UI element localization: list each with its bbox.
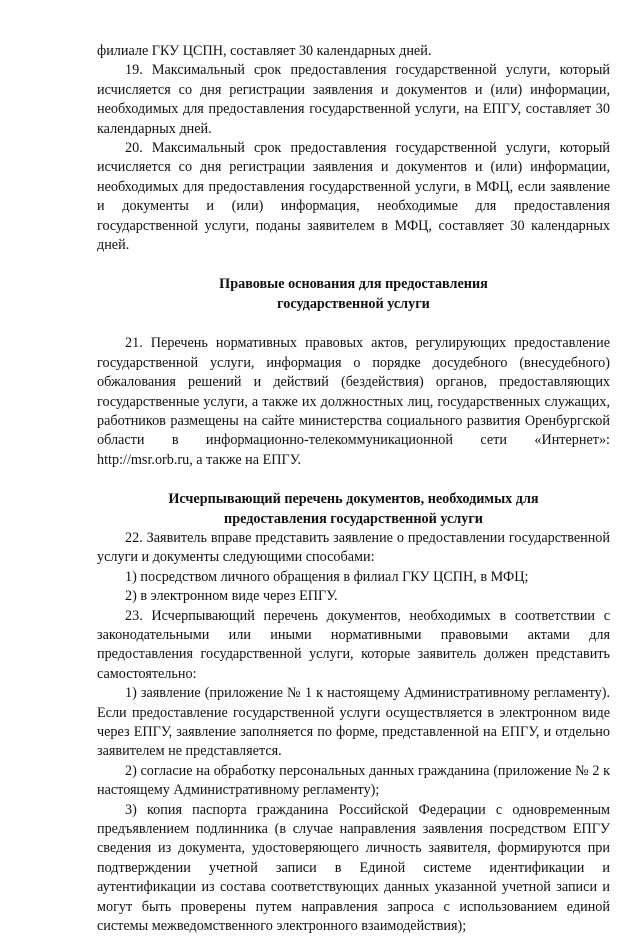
paragraph-23-item-1: 1) заявление (приложение № 1 к настоящему Административному регламенту). Если предоставление государственной услуги осуществляется в электронном виде через ЕПГУ, заявление заполняется по форме, представленной на ЕПГУ, и отдельно заявителем не представляется. bbox=[97, 685, 610, 760]
paragraph-21: 21. Перечень нормативных правовых актов, регулирующих предоставление государственной услуги, информация о порядке досудебного (внесудебного) обжалования решений и действий (бездействия) органов, предоставляющих государственные услуги, а также их должностных лиц, государственных служащих, работников размещены на сайте министерства социального развития Оренбургской области в информационно-телекоммуникационной сети «Интернет»: http://msr.orb.ru, а также на ЕПГУ. bbox=[97, 335, 610, 468]
paragraph-20: 20. Максимальный срок предоставления государственной услуги, который исчисляется со дня регистрации заявления и документов и (или) информации, необходимых для предоставления государственной услуги, в МФЦ, если заявление и документы и (или) информация, необходимые для предоставления государственной услуги, поданы заявителем в МФЦ, составляет 30 календарных дней. bbox=[97, 140, 610, 254]
paragraph-19: 19. Максимальный срок предоставления государственной услуги, который исчисляется со дня регистрации заявления и документов и (или) информации, необходимых для предоставления государственной услуги, на ЕПГУ, составляет 30 календарных дней. bbox=[97, 62, 610, 137]
section-heading-legal-basis: Правовые основания для предоставления государственной услуги bbox=[219, 276, 488, 312]
paragraph-continuation: филиале ГКУ ЦСПН, составляет 30 календарных дней. bbox=[97, 43, 432, 59]
paragraph-23-item-3: 3) копия паспорта гражданина Российской Федерации с одновременным предъявлением подлинника (в случае направления заявления посредством ЕПГУ сведения из документа, удостоверяющего личность заявителя, формируются при подтверждении учетной записи в Единой системе идентификации и аутентификации из состава соответствующих данных указанной учетной записи и могут быть проверены путем направления запроса с использованием единой системы межведомственного электронного взаимодействия); bbox=[97, 801, 610, 935]
paragraph-23: 23. Исчерпывающий перечень документов, необходимых в соответствии с законодательными или иными нормативными правовыми актами для предоставления государственной услуги, которые заявитель должен представить самостоятельно: bbox=[97, 607, 610, 682]
paragraph-22-item-1: 1) посредством личного обращения в филиал ГКУ ЦСПН, в МФЦ; bbox=[125, 568, 529, 585]
paragraph-23-item-2: 2) согласие на обработку персональных данных гражданина (приложение № 2 к настоящему Административному регламенту); bbox=[97, 762, 610, 799]
section-heading-documents-list: Исчерпывающий перечень документов, необходимых для предоставления государственной услуги bbox=[168, 491, 539, 527]
paragraph-22: 22. Заявитель вправе представить заявление о предоставлении государственной услуги и документы следующими способами: bbox=[97, 529, 610, 566]
paragraph-22-item-2: 2) в электронном виде через ЕПГУ. bbox=[125, 588, 338, 605]
